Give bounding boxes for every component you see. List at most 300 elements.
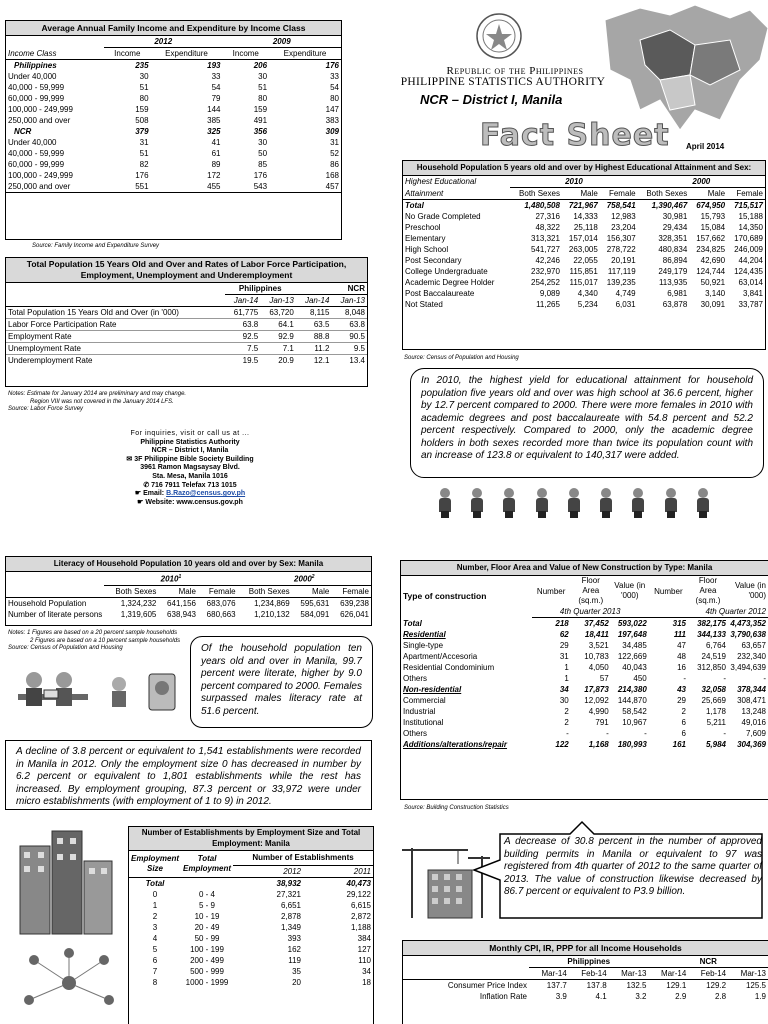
cell-value: 1,390,467 (651, 201, 688, 210)
cell-value: 159 (135, 105, 149, 114)
cell-value: 29,434 (662, 223, 688, 232)
table-row (6, 93, 341, 104)
contact-line: ✆ 716 7911 Telefax 713 1015 (143, 481, 237, 489)
cell-value: 1 (564, 674, 569, 683)
buildings-illustration (10, 826, 120, 936)
row-label: Under 40,000 (8, 138, 57, 147)
cell-value: 115,851 (569, 267, 598, 276)
cell-value: 16 (677, 663, 686, 672)
table-row (401, 673, 768, 684)
row-employment: 50 - 99 (194, 934, 220, 943)
group-header: NCR (648, 956, 768, 968)
cell-value: 89 (211, 160, 221, 169)
year-header: 2010 (510, 176, 637, 188)
cell-value: 344,133 (697, 630, 726, 639)
cell-value: 12,092 (584, 696, 609, 705)
cell-value: 641,156 (167, 598, 196, 608)
cell-value: 4.1 (595, 992, 607, 1001)
table-row (129, 933, 373, 944)
cell-value: 2.9 (675, 992, 687, 1001)
cell-value: 2.8 (715, 992, 727, 1001)
row-label: 5 (152, 945, 158, 954)
cell-value: 30,981 (662, 212, 688, 221)
cell-value: 246,009 (734, 245, 763, 254)
row-label: Under 40,000 (8, 72, 57, 81)
cell-value: 33 (330, 72, 339, 81)
cell-value: 6 (681, 718, 686, 727)
table-row (403, 299, 765, 310)
row-employment: 20 - 49 (194, 923, 220, 932)
cell-value: 218 (555, 619, 569, 628)
cell-value: 1,349 (280, 923, 301, 932)
cell-value: 12.1 (313, 356, 330, 365)
cell-value: 132.5 (626, 981, 647, 990)
person-icon (631, 488, 645, 518)
cell-value: 31 (559, 652, 569, 661)
income-table-title: Average Annual Family Income and Expenditure by Income Class (6, 21, 341, 36)
cell-value: 27,321 (276, 890, 301, 899)
cell-value: 13.4 (349, 356, 365, 365)
cell-value: 12,983 (611, 212, 636, 221)
cell-value: 172 (207, 171, 221, 180)
row-label: High School (405, 245, 449, 254)
period-header: Feb-14 (569, 968, 609, 980)
construction-callout: A decrease of 30.8 percent in the number of approved building permits in Manila or equivalent to 97 was registered from 4th quarter of 2012 to the same quarter of 2013. The value of construction likewise decreased by 86.7 percent or equivalent to P3.9 billion. (504, 836, 762, 897)
cell-value: 170,689 (734, 234, 763, 243)
cell-value: 584,091 (300, 609, 330, 619)
cell-value: 1.9 (754, 992, 766, 1001)
labor-table (5, 257, 368, 387)
table-row (129, 922, 373, 933)
col-header: Male (689, 188, 727, 200)
contact-line: 3961 Ramon Magsaysay Blvd. (140, 464, 240, 472)
table-row (6, 115, 341, 126)
row-employment: 100 - 199 (190, 945, 224, 954)
cell-value: 61,775 (233, 308, 259, 317)
col-header: Expenditure (269, 48, 341, 60)
cell-value: 110 (358, 956, 371, 965)
cpi-table (402, 940, 768, 1024)
cell-value: 20 (292, 978, 301, 987)
cell-value: 63,657 (741, 641, 766, 650)
row-label: Household Population (8, 598, 87, 608)
cell-value: 480,834 (658, 245, 688, 254)
cell-value: 6,031 (615, 300, 636, 309)
col-header: Income (222, 48, 269, 60)
col-header: Both Sexes (638, 188, 690, 200)
seal-icon (475, 12, 523, 60)
cell-value: 19.5 (242, 356, 259, 365)
table-row (6, 82, 341, 93)
table-row (401, 640, 768, 651)
row-label: Unemployment Rate (8, 344, 81, 353)
cell-value: 551 (135, 182, 149, 191)
period-header: Jan-13 (260, 295, 296, 307)
labor-notes (8, 391, 186, 414)
cell-value: 37,452 (584, 619, 609, 628)
website-link[interactable]: Website: www.census.gov.ph (145, 498, 243, 506)
cell-value: 30 (139, 72, 149, 81)
cell-value: 450 (633, 674, 647, 683)
income-grid (6, 36, 341, 193)
col-header: Female (727, 188, 765, 200)
table-row (129, 900, 373, 911)
cell-value: 31 (139, 138, 149, 147)
cell-value: 88.8 (313, 332, 330, 341)
person-icon (470, 488, 484, 518)
col-header: Employment Size (129, 851, 181, 878)
row-label: 250,000 and over (8, 116, 71, 125)
cell-value: 680,663 (206, 609, 236, 619)
row-label: 7 (152, 967, 158, 976)
cell-value: 7.1 (282, 344, 294, 353)
row-label: Apartment/Accesoria (403, 652, 478, 661)
labor-table-title: Total Population 15 Years Old and Over and Rates of Labor Force Participation, Employment, Unemployment and Underemployment (6, 258, 367, 283)
cell-value: 122 (555, 740, 569, 749)
contact-line: Philippine Statistics Authority (140, 438, 240, 446)
period-header: Jan-14 (296, 295, 332, 307)
row-employment: 500 - 999 (190, 967, 224, 976)
cell-value: 44,204 (738, 256, 763, 265)
cell-value: 10,783 (584, 652, 609, 661)
cell-value: 30 (258, 72, 268, 81)
cell-value: 758,541 (606, 201, 636, 210)
education-rows (403, 200, 765, 311)
row-label: Total (145, 879, 165, 888)
cell-value: 25,669 (701, 696, 726, 705)
labor-note: Notes: Estimate for January 2014 are preliminary and may change. (8, 391, 187, 397)
cell-value: 129.2 (706, 981, 727, 990)
row-label: 250,000 and over (8, 182, 71, 191)
cell-value: 124,744 (696, 267, 726, 276)
table-row (403, 288, 765, 299)
cell-value: 791 (595, 718, 609, 727)
table-row (401, 618, 768, 630)
cpi-table-title: Monthly CPI, IR, PPP for all Income Households (403, 941, 768, 956)
cell-value: 82 (139, 160, 149, 169)
col-label: Income Class (6, 48, 104, 60)
cell-value: 51 (139, 83, 149, 92)
cell-value: 9.5 (353, 344, 365, 353)
period-header: Mar-14 (529, 968, 569, 980)
education-source: Source: Census of Population and Housing (404, 355, 519, 361)
table-row (6, 597, 371, 609)
labor-rows (6, 307, 367, 367)
cell-value: 27,316 (535, 212, 560, 221)
col-header: Male (292, 585, 332, 597)
group-header: Philippines (529, 956, 648, 968)
table-row (6, 355, 367, 367)
col-header: Floor Area (sq.m.) (695, 576, 721, 605)
agency-name: PHILIPPINE STATISTICS AUTHORITY (400, 76, 606, 88)
literacy-grid (6, 572, 371, 620)
cell-value: 80 (330, 94, 339, 103)
construction-grid (401, 576, 768, 750)
cell-value: - (644, 729, 647, 738)
cell-value: 13,248 (741, 707, 766, 716)
cell-value: 32,058 (701, 685, 726, 694)
row-employment: 200 - 499 (190, 956, 224, 965)
cell-value: 309 (325, 127, 339, 136)
table-row (6, 148, 341, 159)
cell-value: 17,873 (584, 685, 609, 694)
year-header: 2010$^1$ (104, 572, 237, 585)
cell-value: 20,191 (611, 256, 636, 265)
education-table-title: Household Population 5 years old and over by Highest Educational Attainment and Sex: (403, 161, 765, 176)
cell-value: 6,615 (350, 901, 371, 910)
row-label: 1 (152, 901, 158, 910)
period-header: Feb-14 (688, 968, 728, 980)
col-header: Number (536, 586, 566, 596)
table-row (401, 684, 768, 695)
cell-value: 1,178 (705, 707, 726, 716)
person-icon (599, 488, 613, 518)
cell-value: 54 (330, 83, 339, 92)
cell-value: 117,119 (607, 267, 636, 276)
col-header: Value (in '000) (614, 581, 646, 600)
col-header: Number of Establishments (233, 851, 373, 866)
cpi-rows (403, 980, 768, 1003)
row-label: Number of literate persons (8, 609, 103, 619)
cell-value: 2 (681, 707, 686, 716)
cell-value: 3.9 (555, 992, 567, 1001)
cell-value: 51 (258, 83, 268, 92)
cell-value: 6 (681, 729, 686, 738)
cell-value: 80 (258, 94, 268, 103)
cell-value: 29 (559, 641, 569, 650)
cell-value: 312,850 (697, 663, 726, 672)
cell-value: 385 (207, 116, 221, 125)
cell-value: 168 (325, 171, 339, 180)
cell-value: 180,993 (617, 740, 647, 749)
cell-value: 58,542 (622, 707, 647, 716)
cell-value: 1 (564, 663, 569, 672)
period-header: 4th Quarter 2012 (649, 606, 768, 618)
cell-value: - (606, 729, 609, 738)
cell-value: 235 (135, 61, 149, 70)
row-label: Employment Rate (8, 332, 72, 341)
education-callout: In 2010, the highest yield for educational attainment for household population five years old and over was high school at 36.6 percent, higher by 12.7 percent compared to 2000. There were more females in 2010 with academic degrees and post baccalaureate with 54.8 percent and 52.2 percent respectively. Compared to 2000, only the academic degree holders in both sexes recorded more than twice its population count with an increase of 123.8 or equivalent to 140,317 were added. (410, 368, 764, 478)
row-label: 40,000 - 59,999 (8, 83, 65, 92)
cell-value: 378,344 (737, 685, 766, 694)
cell-value: 2,872 (350, 912, 371, 921)
period-header: Jan-14 (225, 295, 261, 307)
cell-value: - (723, 674, 726, 683)
literacy-notes (8, 630, 180, 653)
table-row (129, 955, 373, 966)
cell-value: 52 (330, 149, 339, 158)
labor-grid (6, 283, 367, 366)
cell-value: 49,016 (741, 718, 766, 727)
year-header: 2011 (303, 866, 373, 878)
cell-value: 50,921 (700, 278, 726, 287)
establishment-callout: A decline of 3.8 percent or equivalent to 1,541 establishments were recorded in Manila in 2012. Only the employment size 0 has decreased in number by 6.2 percent or equivalent to 1,801 establishments while the rest has increased. By employment grouping, 87.3 percent or 33,972 were under micro establishments (with employment of 1 to 9) in 2012. (5, 740, 372, 810)
row-label: Underemployment Rate (8, 356, 93, 365)
cell-value: 63.8 (349, 320, 365, 329)
row-label: Residential Condominium (403, 663, 495, 672)
table-row (403, 211, 765, 222)
row-label: Others (403, 674, 428, 683)
cell-value: 86,894 (662, 256, 688, 265)
cell-value: 15,188 (738, 212, 763, 221)
row-label: 8 (152, 978, 158, 987)
cell-value: 7.5 (247, 344, 259, 353)
cell-value: 11.2 (314, 344, 330, 353)
row-label: 100,000 - 249,999 (8, 105, 73, 114)
cell-value: 48,322 (535, 223, 560, 232)
cell-value: 11,265 (536, 300, 560, 309)
row-employment: 0 - 4 (199, 890, 216, 899)
contact-block (100, 430, 280, 507)
cell-value: 1,210,132 (254, 609, 290, 619)
cell-value: 125.5 (745, 981, 766, 990)
cell-value: 328,351 (658, 234, 688, 243)
table-row (6, 343, 367, 355)
cell-value: 33,787 (738, 300, 763, 309)
period-header: Jan-13 (331, 295, 367, 307)
table-row (401, 695, 768, 706)
row-label: Consumer Price Index (447, 981, 527, 990)
cell-value: 232,970 (531, 267, 560, 276)
cell-value: 5,234 (577, 300, 598, 309)
cell-value: 35 (292, 967, 301, 976)
row-label: Labor Force Participation Rate (8, 320, 117, 329)
table-row (403, 233, 765, 244)
table-row (6, 60, 341, 72)
cell-value: 40,043 (622, 663, 647, 672)
table-row (401, 739, 768, 750)
cell-value: 162 (287, 945, 301, 954)
cell-value: 30,091 (700, 300, 726, 309)
col-header: Income (104, 48, 151, 60)
cell-value: 176 (253, 171, 268, 180)
education-table (402, 160, 766, 350)
row-label: Additions/alterations/repair (403, 740, 508, 749)
table-row (6, 137, 341, 148)
col-label: Attainment (403, 188, 510, 200)
cell-value: 47 (677, 641, 686, 650)
literacy-table-title: Literacy of Household Population 10 years old and over by Sex: Manila (6, 557, 371, 572)
cell-value: 63,878 (662, 300, 688, 309)
cell-value: 79 (211, 94, 221, 103)
person-icon (438, 488, 452, 518)
cell-value: 63.8 (242, 320, 259, 329)
table-row (6, 319, 367, 331)
col-header: Value (in '000) (735, 581, 766, 600)
year-header: 2012 (104, 36, 222, 48)
cell-value: 43 (677, 685, 686, 694)
table-row (401, 706, 768, 717)
cell-value: 34,485 (622, 641, 647, 650)
cell-value: 1,188 (350, 923, 371, 932)
cell-value: 157,662 (696, 234, 726, 243)
income-source: Source: Family Income and Expenditure Survey (32, 243, 160, 249)
graduates-illustration (430, 488, 760, 524)
literacy-callout: Of the household population ten years old and over in Manila, 99.7 percent were literate, higher by 9.0 percent compared to 2000. Females surpassed males literacy rate at 51.6 percent. (190, 636, 373, 728)
row-label: 2 (152, 912, 158, 921)
table-row (129, 889, 373, 900)
contact-line (100, 499, 280, 508)
cell-value: 263,005 (568, 245, 598, 254)
cell-value: 197,648 (617, 630, 647, 639)
table-row (6, 609, 371, 620)
table-row (129, 977, 373, 988)
col-label: Type of construction (403, 591, 487, 602)
cell-value: 6,981 (667, 289, 688, 298)
cell-value: 6,764 (705, 641, 726, 650)
cell-value: 7,609 (745, 729, 766, 738)
cell-value: 1,319,605 (120, 609, 157, 619)
email-link[interactable]: B.Razo@census.gov.ph (166, 490, 246, 498)
table-row (129, 944, 373, 955)
cell-value: 541,727 (531, 245, 560, 254)
row-label: No Grade Completed (405, 212, 481, 221)
psa-seal (475, 12, 523, 60)
cell-value: 214,380 (617, 685, 647, 694)
cell-value: 393 (287, 934, 301, 943)
cpi-grid (403, 956, 768, 1002)
construction-rows (401, 618, 768, 751)
table-row (403, 991, 768, 1002)
cell-value: 254,252 (531, 278, 560, 287)
cell-value: 124,435 (734, 267, 763, 276)
cell-value: 30 (258, 138, 268, 147)
cell-value: 137.8 (586, 981, 607, 990)
cell-value: 22,055 (573, 256, 598, 265)
mail-icon: ✉ (126, 455, 135, 463)
contact-line: NCR – District I, Manila (151, 447, 229, 455)
row-label: Elementary (405, 234, 446, 243)
row-label: Academic Degree Holder (405, 278, 495, 287)
cell-value: 278,722 (606, 245, 636, 254)
cell-value: 508 (135, 116, 149, 125)
cell-value: 34 (362, 967, 371, 976)
cell-value: 1,480,508 (524, 201, 560, 210)
row-employment (181, 878, 233, 890)
cell-value: 3,521 (588, 641, 609, 650)
cell-value: 23,204 (611, 223, 636, 232)
cell-value: 626,041 (340, 609, 369, 619)
table-row (6, 104, 341, 115)
cell-value: 159 (253, 105, 268, 114)
education-grid (403, 176, 765, 310)
labor-note: Source: Labor Force Survey (8, 406, 84, 412)
period-header: 4th Quarter 2013 (532, 606, 649, 618)
cell-value: 638,943 (167, 609, 196, 619)
row-label: Inflation Rate (479, 992, 527, 1001)
cell-value: 383 (325, 116, 339, 125)
network-illustration (14, 945, 124, 1020)
cell-value: 34 (559, 685, 569, 694)
cell-value: 157,014 (568, 234, 598, 243)
construction-table-title: Number, Floor Area and Value of New Construction by Type: Manila (401, 561, 768, 576)
col-header: Both Sexes (238, 585, 292, 597)
cell-value: 92.5 (242, 332, 259, 341)
cell-value: 1,324,232 (120, 598, 157, 608)
row-employment: 1000 - 1999 (185, 978, 229, 987)
cell-value: 5,984 (705, 740, 726, 749)
cell-value: 24,519 (701, 652, 726, 661)
cell-value: 356 (253, 127, 268, 136)
person-icon (567, 488, 581, 518)
col-header: Female (198, 585, 238, 597)
cell-value: 4,473,352 (730, 619, 766, 628)
table-row (6, 126, 341, 137)
cell-value: 80 (139, 94, 149, 103)
cell-value: 455 (207, 182, 221, 191)
cell-value: 4,050 (588, 663, 609, 672)
cell-value: 3,841 (742, 289, 763, 298)
